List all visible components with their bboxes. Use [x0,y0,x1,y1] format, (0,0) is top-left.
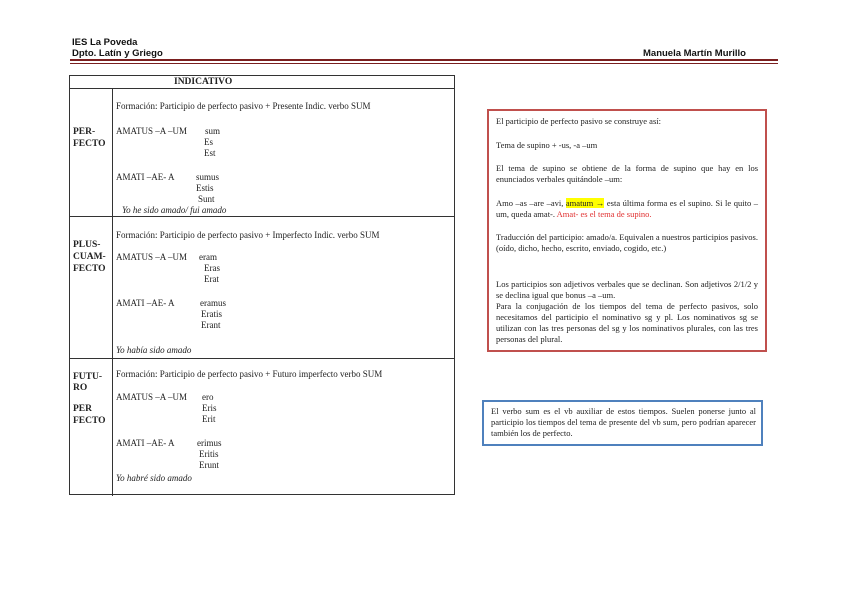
indicative-table [69,75,455,495]
verb-form: Estis [196,183,214,193]
verb-form: Sunt [198,194,215,204]
verb-form: sumus [196,172,220,182]
verb-form: erimus [197,438,222,448]
translation: Yo habré sido amado [116,473,192,483]
note-paragraph: Para la conjugación de los tiempos del tema de perfecto pasivos, solo necesitamos del participio el nominativo sg y pl. Los nominativos sg se utilizan con las tres personas del sg y los nominativos plurales, con las tres personas del plural. [496,301,758,344]
table-row-divider [70,358,454,359]
note-paragraph: El tema de supino se obtiene de la forma de supino que hay en los enunciados verbales quitándole –um: [496,163,758,184]
translation: Yo he sido amado/ fui amado [122,205,227,215]
department-name: Dpto. Latín y Griego [72,48,163,59]
formation-text: Formación: Participio de perfecto pasivo + Imperfecto Indic. verbo SUM [116,230,380,240]
supine-example-start: Amo –as –are –avi, [496,198,566,208]
row-label-perfecto: PER- [73,127,96,137]
plural-stem: AMATI –AE- A [116,298,175,308]
table-row-divider [70,216,454,217]
row-label-perfecto: FECTO [73,139,106,149]
verb-form: sum [205,126,221,136]
formation-text: Formación: Participio de perfecto pasivo + Presente Indic. verbo SUM [116,101,371,111]
verb-form: Erit [202,414,216,424]
supine-example [496,198,758,220]
singular-stem: AMATUS –A –UM [116,392,188,402]
row-label-futuro-perfecto: PER [73,404,92,414]
verb-form: Eratis [201,309,222,319]
note-paragraph: Tema de supino + -us, -a –um [496,140,598,150]
translation: Yo había sido amado [116,345,192,355]
author-name: Manuela Martín Murillo [643,48,746,59]
table-column-divider [112,88,113,496]
verb-form: eram [199,252,217,262]
plural-stem: AMATI –AE- A [116,172,175,182]
verb-form: ero [202,392,214,402]
verb-form: Es [204,137,213,147]
row-label-futuro-perfecto: RO [73,383,88,393]
verb-form: Erant [201,320,221,330]
auxiliary-note-box [482,400,763,446]
supine-example-middle: esta última forma es el supino. Si le quito –um, queda amat-. [496,198,758,219]
table-row-divider [70,88,454,89]
verb-form: Eritis [199,449,219,459]
header-rule [70,59,778,61]
verb-form: eramus [200,298,226,308]
supine-highlight: amatum → [565,198,605,208]
plural-stem: AMATI –AE- A [116,438,175,448]
row-label-pluscuamperfecto: PLUS- [73,240,101,250]
supine-stem-note: Amat- es el tema de supino. [556,209,652,219]
verb-form: Erunt [199,460,219,470]
singular-stem: AMATUS –A –UM [116,252,188,262]
verb-form: Est [204,148,216,158]
note-paragraph: Traducción del participio: amado/a. Equivalen a nuestros participios pasivos. (oído, dicho, hecho, escrito, enviado, cogido, etc.) [496,232,758,253]
school-name: IES La Poveda [72,37,138,48]
header-rule-thin [70,63,778,64]
table-title: INDICATIVO [174,77,233,87]
singular-stem: AMATUS –A –UM [116,126,188,136]
row-label-pluscuamperfecto: CUAM- [73,252,106,262]
verb-form: Eras [204,263,220,273]
note-paragraph: El participio de perfecto pasivo se construye así: [496,116,661,126]
participle-note-box [487,109,767,352]
formation-text: Formación: Participio de perfecto pasivo + Futuro imperfecto verbo SUM [116,369,383,379]
row-label-pluscuamperfecto: FECTO [73,264,106,274]
note-paragraph: Los participios son adjetivos verbales que se declinan. Son adjetivos 2/1/2 y se declina igual que bonus –a –um. [496,279,758,300]
auxiliary-note-text: El verbo sum es el vb auxiliar de estos tiempos. Suelen ponerse junto al participio los tiempos del tema de presente del vb sum, pero podrían aparecer también los de perfecto. [491,406,756,438]
verb-form: Eris [202,403,217,413]
row-label-futuro-perfecto: FUTU- [73,372,103,382]
row-label-futuro-perfecto: FECTO [73,416,106,426]
verb-form: Erat [204,274,219,284]
